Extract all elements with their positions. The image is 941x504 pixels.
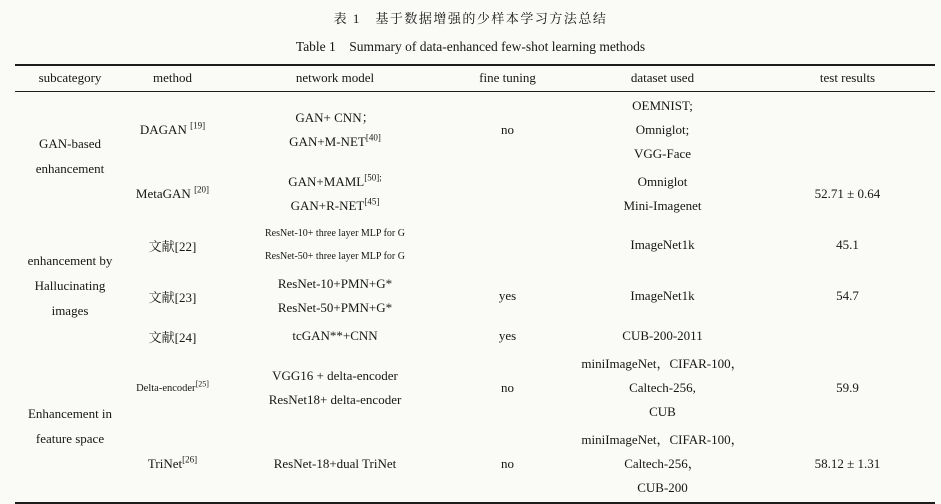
dataset-cell-delta-encoder: miniImageNet，CIFAR-100， Caltech-256, CUB — [581, 356, 744, 419]
test-result-cell-ref22: 45.1 — [836, 237, 859, 252]
fine-tuning-cell-ref24: yes — [498, 328, 517, 343]
citation-ref: [20] — [194, 184, 210, 195]
method-cell-ref23: 文献[23] — [148, 289, 197, 305]
col-header-network-model: network model — [220, 65, 450, 92]
row-metagan — [15, 168, 935, 220]
network-cell-ref22: ResNet-10+ three layer MLP for G ResNet-50+ three layer MLP for G — [265, 228, 405, 262]
row-ref23 — [15, 270, 935, 322]
table-title-english: Table 1 Summary of data-enhanced few-shot learning methods — [295, 39, 646, 54]
network-cell-dagan: GAN+ CNN； GAN+M-NET[40] — [289, 110, 381, 149]
citation-ref: [50]; — [364, 172, 382, 183]
test-result-cell-ref24 — [760, 322, 935, 350]
test-result-cell-ref23: 54.7 — [836, 288, 859, 303]
method-cell-metagan: MetaGAN [20] — [135, 184, 210, 201]
test-result-cell-trinet: 58.12 ± 1.31 — [814, 456, 881, 471]
row-ref24 — [15, 322, 935, 350]
row-delta-encoder — [15, 350, 935, 426]
header-row — [15, 65, 935, 92]
col-header-method: method — [125, 65, 220, 92]
subcategory-hallucinating: enhancement by Hallucinating images — [27, 252, 113, 318]
summary-table — [15, 64, 935, 504]
network-cell-ref24: tcGAN**+CNN — [292, 328, 378, 343]
method-cell-trinet: TriNet[26] — [147, 454, 198, 471]
method-cell-delta-encoder: Delta-encoder[25] — [136, 379, 209, 394]
dataset-cell-metagan: Omniglot Mini-Imagenet — [623, 174, 702, 213]
subcategory-gan-based: GAN-based enhancement — [35, 136, 105, 176]
col-header-fine-tuning: fine tuning — [450, 65, 565, 92]
citation-ref: [26] — [182, 454, 198, 465]
col-header-dataset-used: dataset used — [565, 65, 760, 92]
fine-tuning-cell-ref23: yes — [498, 288, 517, 303]
dataset-cell-trinet: miniImageNet，CIFAR-100， Caltech-256， CUB-200 — [581, 432, 744, 495]
col-header-subcategory: subcategory — [15, 65, 125, 92]
col-header-test-results: test results — [760, 65, 935, 92]
network-cell-trinet: ResNet-18+dual TriNet — [273, 456, 397, 471]
fine-tuning-cell-delta-encoder: no — [501, 380, 514, 395]
fine-tuning-cell-trinet: no — [501, 456, 514, 471]
network-cell-ref23: ResNet-10+PMN+G* ResNet-50+PMN+G* — [277, 276, 393, 315]
dataset-cell-dagan: OEMNIST; Omniglot; VGG-Face — [632, 98, 693, 161]
citation-ref: [40] — [365, 132, 381, 143]
method-cell-dagan: DAGAN [19] — [139, 120, 206, 137]
test-result-cell-metagan: 52.71 ± 0.64 — [814, 186, 881, 201]
subcategory-feature-space: Enhancement in feature space — [27, 406, 113, 446]
table-title-chinese: 表 1 基于数据增强的少样本学习方法总结 — [333, 11, 608, 26]
citation-ref: [45] — [364, 196, 380, 207]
fine-tuning-cell-dagan: no — [501, 122, 514, 137]
row-ref22 — [15, 220, 935, 270]
test-result-cell-delta-encoder: 59.9 — [836, 380, 859, 395]
method-cell-ref24: 文献[24] — [148, 329, 197, 345]
citation-ref: [19] — [190, 120, 206, 131]
fine-tuning-cell-ref22 — [450, 220, 565, 270]
citation-ref: [25] — [195, 379, 209, 388]
row-trinet — [15, 426, 935, 503]
dataset-cell-ref23: ImageNet1k — [630, 288, 695, 303]
dataset-cell-ref22: ImageNet1k — [630, 237, 695, 252]
test-result-cell-dagan — [760, 92, 935, 169]
method-cell-ref22: 文献[22] — [148, 238, 197, 254]
dataset-cell-ref24: CUB-200-2011 — [622, 328, 703, 343]
network-cell-delta-encoder: VGG16 + delta-encoder ResNet18+ delta-encoder — [268, 368, 402, 407]
network-cell-metagan: $GAN+MAML^{[50];}$ GAN+R-NET[45] — [288, 172, 382, 213]
fine-tuning-cell-metagan — [450, 168, 565, 220]
row-dagan — [15, 92, 935, 169]
